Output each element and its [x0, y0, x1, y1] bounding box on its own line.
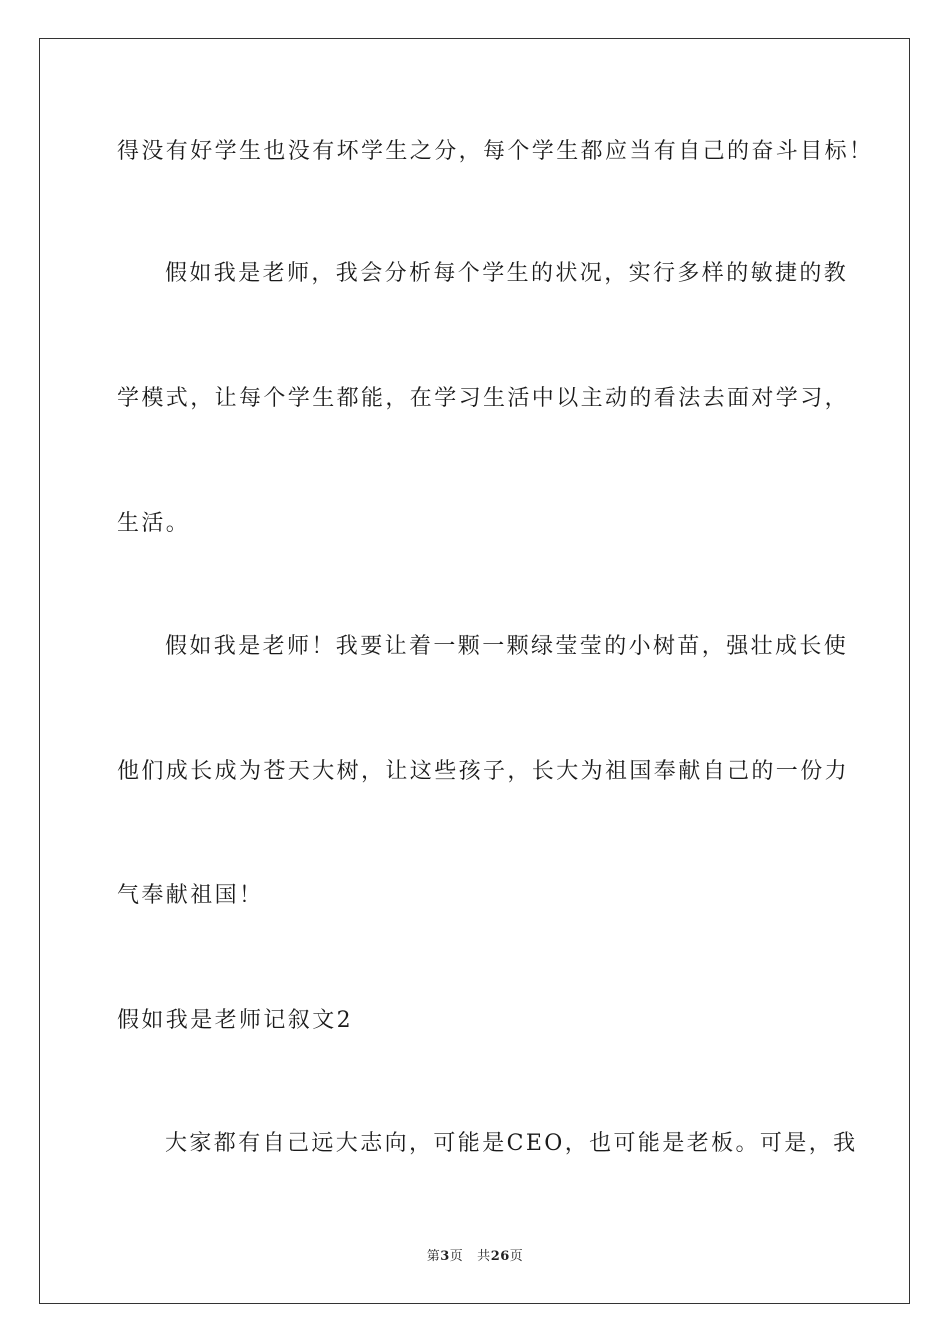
footer-page-suffix: 页 — [449, 1249, 464, 1264]
footer-total-suffix: 页 — [509, 1249, 524, 1264]
text-line-2: 假如我是老师，我会分析每个学生的状况，实行多样的敏捷的教 — [165, 261, 849, 286]
text-line-3: 学模式，让每个学生都能，在学习生活中以主动的看法去面对学习， — [117, 386, 850, 411]
footer-total-prefix: 共 — [477, 1249, 491, 1264]
page-border — [39, 38, 910, 1304]
footer-prefix: 第 — [426, 1249, 441, 1264]
text-line-4: 生活。 — [117, 511, 191, 536]
footer-page-number: 3 — [440, 1249, 450, 1264]
text-line-7: 气奉献祖国！ — [117, 883, 264, 908]
section-heading: 假如我是老师记叙文2 — [117, 1008, 353, 1033]
text-line-1: 得没有好学生也没有坏学生之分，每个学生都应当有自己的奋斗目标！ — [117, 139, 874, 164]
footer-total-pages: 26 — [490, 1249, 510, 1264]
text-line-5: 假如我是老师！我要让着一颗一颗绿莹莹的小树苗，强壮成长使 — [165, 634, 849, 659]
page-footer — [0, 1248, 950, 1266]
text-line-6: 他们成长成为苍天大树，让这些孩子，长大为祖国奉献自己的一份力 — [117, 759, 850, 784]
text-line-8: 大家都有自己远大志向，可能是CEO，也可能是老板。可是，我 — [165, 1131, 858, 1156]
